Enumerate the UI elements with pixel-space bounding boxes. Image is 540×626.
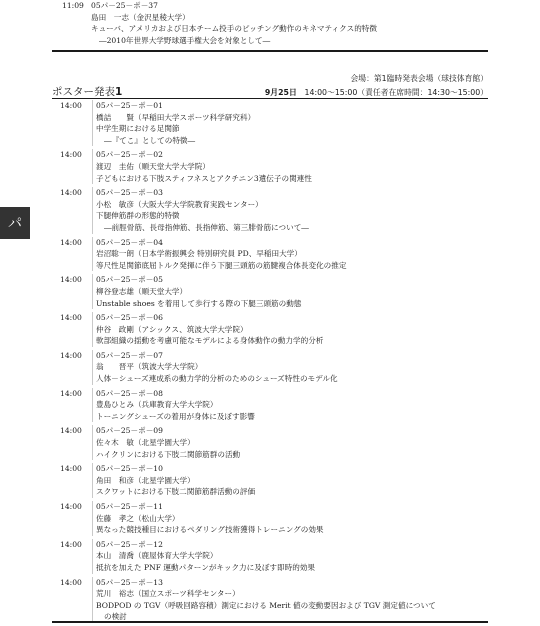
- section-title-prefix: ポスター発表: [52, 86, 115, 98]
- entry-code: 05パ－25－ポ－37: [91, 1, 158, 10]
- entry-code: 05パ－25－ポ－07: [96, 350, 163, 360]
- entry-code: 05パ－25－ポ－11: [96, 502, 163, 511]
- entry-title-line: の検討: [104, 612, 127, 622]
- entry-time: 14:00: [60, 426, 82, 436]
- entry-code: 05パ－25－ポ－06: [96, 313, 163, 323]
- entry-time: 14:00: [60, 313, 82, 323]
- entry-code: 05パ－25－ポ－03: [96, 188, 163, 198]
- entry-code: 05パ－25－ポ－10: [96, 464, 163, 474]
- poster-entry: [60, 237, 490, 272]
- entry-author: 豊島ひとみ（兵庫教育大学大学院）: [96, 400, 218, 410]
- poster-entry: [60, 425, 490, 460]
- entry-time: 14:00: [60, 237, 82, 247]
- entry-title-line: ―前脛骨筋、長母指伸筋、長指伸筋、第三腓骨筋について―: [104, 222, 309, 232]
- entry-body: [92, 350, 490, 385]
- entry-body: [92, 463, 490, 498]
- poster-entry-list: [60, 100, 490, 626]
- entry-time: 14:00: [60, 101, 82, 110]
- entry-body: [92, 501, 490, 536]
- entry-title-line: ハイクリンにおける下肢二関節筋群の活動: [96, 449, 241, 459]
- entry-code: 05パ－25－ポ－08: [96, 388, 163, 398]
- entry-title-line: ―『てこ』としての特徴―: [104, 135, 196, 145]
- entry-title-line: スクワットにおける下肢二関節筋群活動の評価: [96, 487, 256, 497]
- entry-body: [92, 577, 490, 623]
- entry-code: 05パ－25－ポ－13: [96, 577, 163, 587]
- poster-entry: [60, 539, 490, 574]
- entry-author: 佐々木 敏（北星学園大学）: [96, 438, 195, 448]
- entry-title-line: トーニングシューズの着用が身体に及ぼす影響: [96, 411, 255, 421]
- poster-entry: [60, 463, 490, 498]
- side-index-tab: パ: [0, 207, 30, 239]
- entry-author: 荒川 裕志（国立スポーツ科学センター）: [96, 589, 240, 599]
- entry-body: [92, 100, 490, 146]
- poster-entry: [60, 350, 490, 385]
- entry-body: [92, 149, 490, 184]
- entry-code: 05パ－25－ポ－02: [96, 150, 163, 160]
- entry-title-line: 中学生期における足関節: [96, 124, 180, 134]
- session-venue: 会場：第1臨時発表会場（球技体育館）: [350, 74, 488, 83]
- entry-author: 橋詰 賢（早稲田大学スポーツ科学研究科）: [96, 112, 256, 122]
- entry-title-line: 抵抗を加えた PNF 運動パターンがキック力に及ぼす即時的効果: [96, 562, 315, 572]
- title-underline: [52, 98, 488, 99]
- section-title-number: 1: [115, 86, 123, 98]
- entry-title-line: Unstable shoes を着用して歩行する際の下腿三頭筋の動態: [96, 298, 302, 308]
- entry-time: 14:00: [60, 502, 82, 511]
- entry-author: 渡辺 圭佑（順天堂大学大学院）: [96, 161, 210, 171]
- entry-author: 角田 和彦（北星学園大学）: [96, 475, 195, 485]
- poster-entry: [60, 577, 490, 623]
- session-time-range: 14:00～15:00（責任者在席時間：14:30～15:00）: [304, 88, 488, 97]
- entry-code: 05パ－25－ポ－09: [96, 426, 163, 436]
- entry-code: 05パ－25－ポ－05: [96, 275, 163, 285]
- entry-time: 14:00: [60, 150, 82, 160]
- session-date: 9月25日: [264, 88, 297, 97]
- entry-title-line: 軟部組織の揺動を考慮可能なモデルによる身体動作の動力学的分析: [96, 336, 324, 346]
- entry-time: 14:00: [60, 275, 82, 285]
- entry-time: 14:00: [60, 188, 82, 198]
- entry-code: 05パ－25－ポ－12: [96, 539, 163, 549]
- entry-time: 14:00: [60, 577, 82, 587]
- poster-entry: [60, 501, 490, 536]
- entry-body: [92, 539, 490, 574]
- entry-time: 14:00: [60, 464, 82, 474]
- entry-body: [92, 425, 490, 460]
- entry-author: 翁 晋平（筑波大学大学院）: [96, 362, 203, 372]
- entry-time: 14:00: [60, 350, 82, 360]
- entry-title-line: ―2010年世界大学野球選手権大会を対象として―: [99, 35, 271, 45]
- session-schedule: [265, 87, 488, 98]
- poster-entry: [60, 187, 490, 233]
- entry-title-line: キューバ、アメリカおよび日本チーム投手のピッチング動作のキネマティクス的特徴: [91, 24, 377, 34]
- entry-title-line: BODPOD の TGV（呼吸回路容積）測定における Merit 値の変動要因および TGV 測定値について: [96, 600, 436, 610]
- entry-title-line: 等尺性足関節底屈トルク発揮に伴う下腿三頭筋の筋腱複合体長変化の推定: [96, 260, 347, 270]
- entry-title-line: 異なった競技種目におけるペダリング技術獲得トレーニングの効果: [96, 525, 324, 535]
- poster-entry: [60, 149, 490, 184]
- entry-author: 佐藤 孝之（松山大学）: [96, 513, 180, 523]
- entry-body: [92, 237, 490, 272]
- entry-title-line: 下腿伸筋群の形態的特徴: [96, 211, 180, 221]
- entry-author: 岩沼聡一朗（日本学術振興会 特別研究員 PD、早稲田大学）: [96, 249, 302, 259]
- entry-title-line: 人体－シューズ連成系の動力学的分析のためのシューズ特性のモデル化: [96, 374, 338, 384]
- entry-body: [92, 388, 490, 423]
- entry-body: [92, 187, 490, 233]
- poster-entry: [60, 388, 490, 423]
- entry-author: 仲谷 政剛（アシックス、筑波大学大学院）: [96, 324, 248, 334]
- entry-body: [92, 312, 490, 347]
- entry-time: 14:00: [60, 388, 82, 398]
- poster-entry: [60, 274, 490, 309]
- poster-entry: [60, 312, 490, 347]
- entry-author: 本山 清喬（鹿屋体育大学大学院）: [96, 551, 218, 561]
- entry-author: 島田 一志（金沢星稜大学）: [91, 12, 190, 22]
- page-bottom-rule: [52, 621, 488, 623]
- entry-title-line: 子どもにおける下肢スティフネスとアクチニン3遺伝子の関連性: [96, 173, 312, 183]
- entry-body: [92, 274, 490, 309]
- entry-time: 14:00: [60, 539, 82, 549]
- section-title: [52, 84, 122, 99]
- entry-author: 柳谷登志雄（順天堂大学）: [96, 286, 188, 296]
- entry-code: 05パ－25－ポ－04: [96, 237, 163, 247]
- section-divider: [52, 50, 488, 52]
- entry-author: 小松 敏彦（大阪大学大学院教育実践センター）: [96, 199, 263, 209]
- poster-entry: [60, 100, 490, 146]
- entry-code: 05パ－25－ポ－01: [96, 101, 163, 110]
- entry-body: [91, 0, 377, 46]
- entry-time: 11:09: [62, 1, 84, 10]
